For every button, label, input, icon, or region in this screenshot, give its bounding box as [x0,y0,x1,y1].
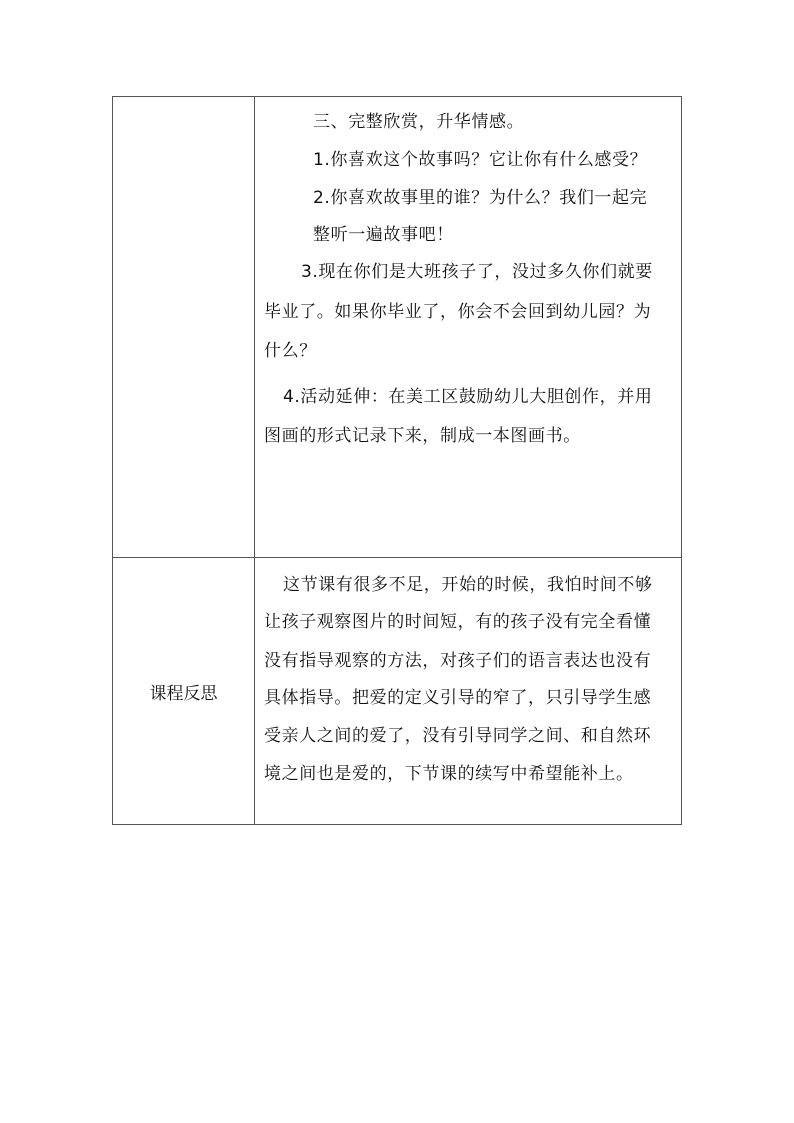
reflection-label-cell [113,558,255,825]
reflection-line-4: 具体指导。把爱的定义引导的窄了，只引导学生感 [264,688,652,708]
question-1: 1.你喜欢这个故事吗？它让你有什么感受？ [313,150,648,170]
reflection-line-1: 这节课有很多不足，开始的时候，我怕时间不够 [283,575,653,595]
activity-row [113,97,682,558]
activity-content-cell [255,97,682,558]
question-2-line-2: 整听一遍故事吧！ [313,225,454,245]
reflection-line-2: 让孩子观察图片的时间短，有的孩子没有完全看懂 [264,612,652,632]
reflection-line-3: 没有指导观察的方法，对孩子们的语言表达也没有 [264,651,652,671]
activity-label-cell [113,97,255,558]
question-4-line-1: 4.活动延伸：在美工区鼓励幼儿大胆创作，并用 [283,387,653,407]
reflection-content-cell [255,558,682,825]
question-4-line-2: 图画的形式记录下来，制成一本图画书。 [264,426,581,446]
reflection-label: 课程反思 [149,683,218,704]
question-3-line-2: 毕业了。如果你毕业了，你会不会回到幼儿园？为 [264,302,652,322]
question-2-line-1: 2.你喜欢故事里的谁？为什么？我们一起完 [313,188,648,208]
activity-heading: 三、完整欣赏，升华情感。 [313,112,525,132]
reflection-row [113,558,682,825]
lesson-plan-table [112,96,682,825]
reflection-line-5: 受亲人之间的爱了，没有引导同学之间、和自然环 [264,726,652,746]
question-3-line-1: 3.现在你们是大班孩子了，没过多久你们就要 [301,262,653,282]
question-3-line-3: 什么？ [264,341,317,361]
reflection-line-6: 境之间也是爱的，下节课的续写中希望能补上。 [264,764,634,784]
